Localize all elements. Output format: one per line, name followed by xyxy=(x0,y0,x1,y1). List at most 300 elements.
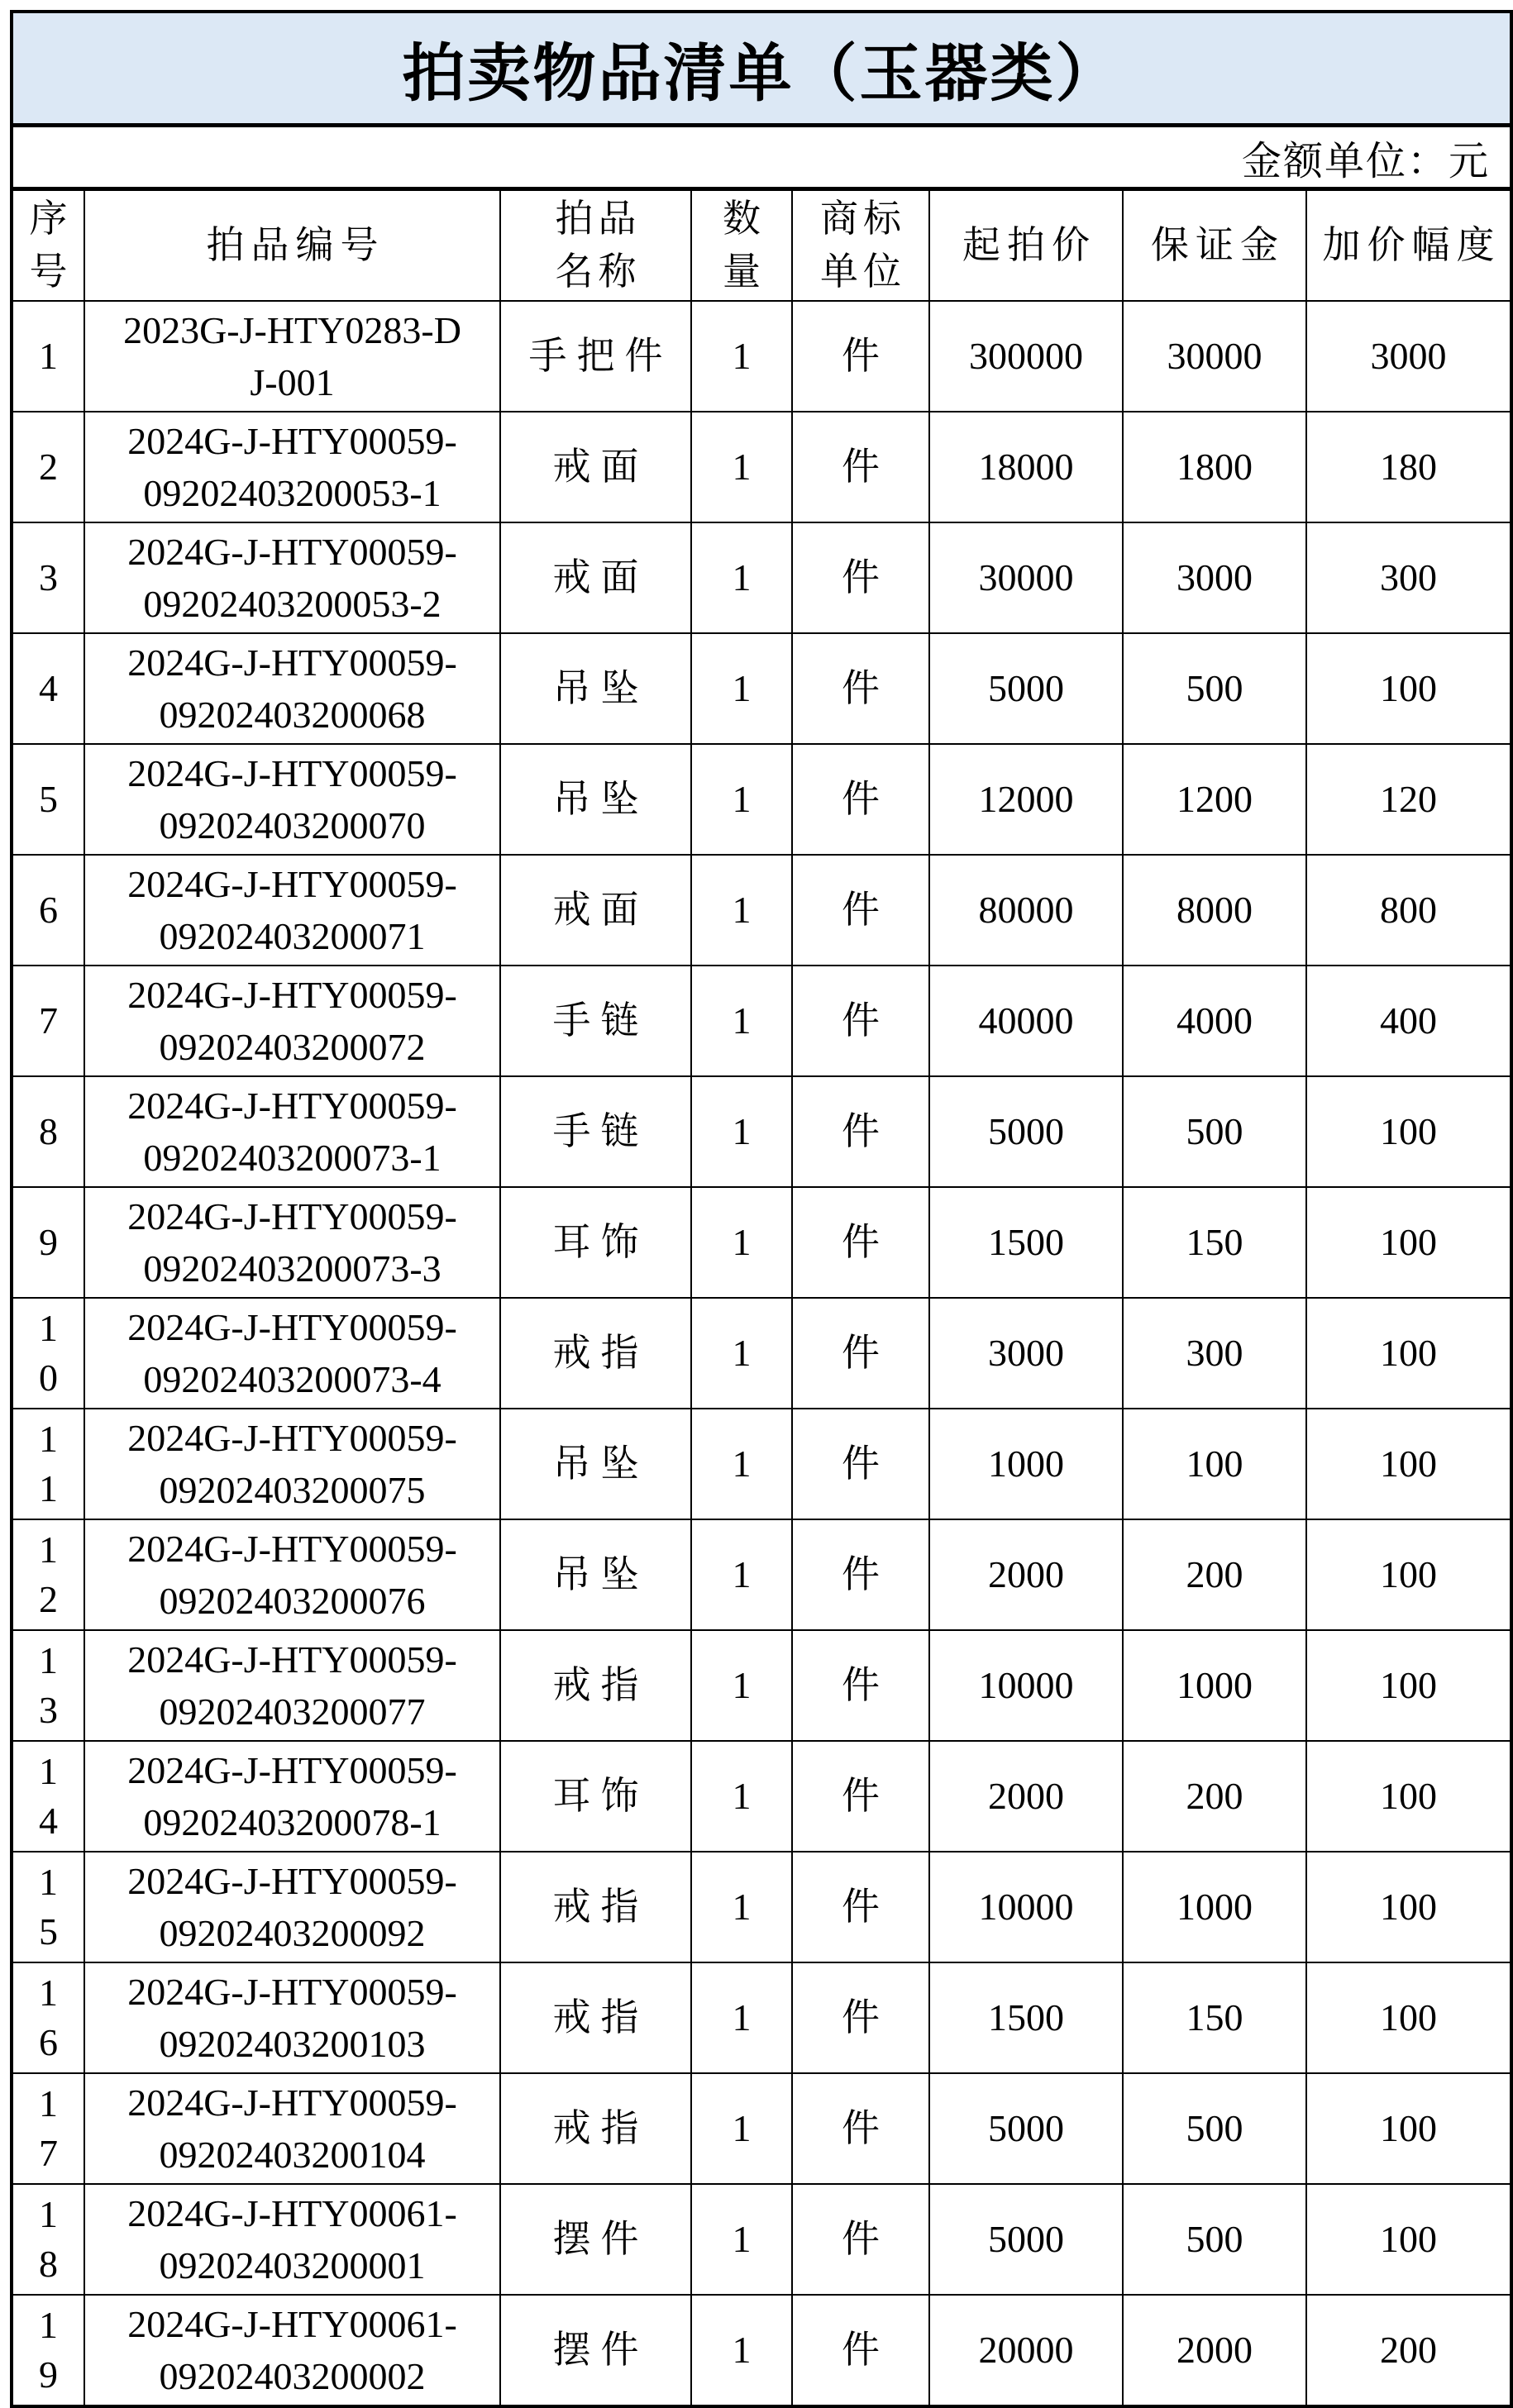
item-id-value: 2024G-J-HTY00059-09202403200092 xyxy=(127,1859,457,1954)
starting-price-value: 2000 xyxy=(988,1552,1064,1595)
quantity-value: 1 xyxy=(732,1220,752,1263)
cell-item-name xyxy=(500,1962,691,2073)
cell-seq xyxy=(12,744,84,855)
table-row xyxy=(12,633,1511,744)
deposit-value: 4000 xyxy=(1177,999,1253,1042)
table-row xyxy=(12,966,1511,1076)
table-row xyxy=(12,2073,1511,2184)
cell-starting-price xyxy=(929,412,1123,522)
unit-value: 件 xyxy=(842,2328,880,2371)
deposit-value: 500 xyxy=(1186,666,1243,709)
item-id-value: 2024G-J-HTY00059-09202403200068 xyxy=(127,641,457,736)
cell-deposit xyxy=(1123,2295,1306,2406)
cell-bid-increment xyxy=(1306,966,1511,1076)
table-row xyxy=(12,744,1511,855)
unit-value: 件 xyxy=(842,2106,880,2149)
cell-bid-increment xyxy=(1306,2295,1511,2406)
starting-price-value: 1000 xyxy=(988,1442,1064,1485)
cell-quantity xyxy=(691,2073,792,2184)
item-name-value: 吊坠 xyxy=(552,1442,649,1485)
unit-value: 件 xyxy=(842,1552,880,1595)
cell-quantity xyxy=(691,1741,792,1852)
seq-value: 10 xyxy=(39,1307,58,1399)
seq-value: 18 xyxy=(39,2193,58,2285)
cell-item-name xyxy=(500,412,691,522)
bid-increment-value: 100 xyxy=(1380,2106,1437,2149)
seq-value: 8 xyxy=(39,1110,58,1153)
quantity-value: 1 xyxy=(732,1331,752,1374)
cell-bid-increment xyxy=(1306,2073,1511,2184)
cell-deposit xyxy=(1123,1519,1306,1630)
item-id-value: 2024G-J-HTY00059-09202403200073-1 xyxy=(127,1084,457,1179)
cell-starting-price xyxy=(929,633,1123,744)
seq-value: 5 xyxy=(39,778,58,821)
deposit-value: 1000 xyxy=(1177,1663,1253,1706)
cell-item-name xyxy=(500,1187,691,1298)
cell-unit xyxy=(792,2184,929,2295)
cell-seq xyxy=(12,1409,84,1519)
bid-increment-value: 100 xyxy=(1380,1331,1437,1374)
unit-value: 件 xyxy=(842,1109,880,1152)
deposit-value: 150 xyxy=(1186,1220,1243,1263)
cell-item-name xyxy=(500,301,691,412)
cell-item-id xyxy=(84,1519,500,1630)
deposit-value: 8000 xyxy=(1177,888,1253,931)
cell-item-name xyxy=(500,744,691,855)
item-id-value: 2024G-J-HTY00059-09202403200075 xyxy=(127,1416,457,1511)
cell-starting-price xyxy=(929,1409,1123,1519)
cell-deposit xyxy=(1123,412,1306,522)
cell-bid-increment xyxy=(1306,1409,1511,1519)
cell-item-name xyxy=(500,1076,691,1187)
cell-starting-price xyxy=(929,2184,1123,2295)
cell-starting-price xyxy=(929,2295,1123,2406)
cell-unit xyxy=(792,1076,929,1187)
unit-value: 件 xyxy=(842,334,880,377)
quantity-value: 1 xyxy=(732,999,752,1042)
cell-item-id xyxy=(84,1409,500,1519)
cell-seq xyxy=(12,1298,84,1409)
cell-starting-price xyxy=(929,1519,1123,1630)
seq-value: 2 xyxy=(39,446,58,489)
seq-value: 3 xyxy=(39,556,58,599)
col-header-label: 拍品编号 xyxy=(206,223,385,266)
cell-item-id xyxy=(84,1187,500,1298)
cell-starting-price xyxy=(929,1852,1123,1962)
cell-quantity xyxy=(691,412,792,522)
col-header-trademark-unit xyxy=(792,189,929,302)
deposit-value: 30000 xyxy=(1167,334,1262,377)
cell-item-id xyxy=(84,412,500,522)
starting-price-value: 40000 xyxy=(978,999,1074,1042)
quantity-value: 1 xyxy=(732,1885,752,1928)
cell-item-name xyxy=(500,966,691,1076)
col-header-label: 商标单位 xyxy=(820,197,906,293)
cell-quantity xyxy=(691,633,792,744)
quantity-value: 1 xyxy=(732,1996,752,2038)
deposit-value: 150 xyxy=(1186,1996,1243,2038)
bid-increment-value: 100 xyxy=(1380,1442,1437,1485)
item-id-value: 2024G-J-HTY00059-09202403200073-4 xyxy=(127,1305,457,1400)
cell-starting-price xyxy=(929,2073,1123,2184)
col-header-item-id xyxy=(84,189,500,302)
cell-quantity xyxy=(691,1187,792,1298)
cell-item-id xyxy=(84,522,500,633)
table-row xyxy=(12,1741,1511,1852)
cell-deposit xyxy=(1123,1852,1306,1962)
unit-value: 件 xyxy=(842,1442,880,1485)
item-id-value: 2024G-J-HTY00059-09202403200072 xyxy=(127,973,457,1068)
cell-item-name xyxy=(500,2295,691,2406)
quantity-value: 1 xyxy=(732,777,752,820)
starting-price-value: 5000 xyxy=(988,1109,1064,1152)
bid-increment-value: 400 xyxy=(1380,999,1437,1042)
header-row xyxy=(12,189,1511,302)
bid-increment-value: 100 xyxy=(1380,1996,1437,2038)
seq-value: 9 xyxy=(39,1221,58,1264)
cell-starting-price xyxy=(929,1962,1123,2073)
col-header-deposit xyxy=(1123,189,1306,302)
cell-deposit xyxy=(1123,1741,1306,1852)
cell-bid-increment xyxy=(1306,522,1511,633)
cell-bid-increment xyxy=(1306,744,1511,855)
table-row xyxy=(12,2295,1511,2406)
cell-item-name xyxy=(500,1409,691,1519)
cell-seq xyxy=(12,2073,84,2184)
starting-price-value: 20000 xyxy=(978,2328,1074,2371)
cell-item-id xyxy=(84,1298,500,1409)
table-body xyxy=(12,301,1511,2406)
cell-item-name xyxy=(500,1298,691,1409)
cell-bid-increment xyxy=(1306,412,1511,522)
seq-value: 13 xyxy=(39,1639,58,1731)
table-row xyxy=(12,2184,1511,2295)
cell-deposit xyxy=(1123,301,1306,412)
quantity-value: 1 xyxy=(732,445,752,488)
deposit-value: 500 xyxy=(1186,2106,1243,2149)
item-name-value: 吊坠 xyxy=(552,666,649,709)
table-row xyxy=(12,1298,1511,1409)
seq-value: 6 xyxy=(39,889,58,932)
cell-seq xyxy=(12,412,84,522)
cell-item-name xyxy=(500,2184,691,2295)
starting-price-value: 10000 xyxy=(978,1663,1074,1706)
col-header-label: 拍品名称 xyxy=(555,197,642,293)
cell-bid-increment xyxy=(1306,1852,1511,1962)
col-header-label: 序号 xyxy=(29,197,68,293)
unit-value: 件 xyxy=(842,1220,880,1263)
item-name-value: 手把件 xyxy=(528,334,673,377)
cell-item-id xyxy=(84,2073,500,2184)
unit-value: 件 xyxy=(842,999,880,1042)
cell-item-name xyxy=(500,1630,691,1741)
unit-value: 件 xyxy=(842,666,880,709)
table-row xyxy=(12,1630,1511,1741)
quantity-value: 1 xyxy=(732,1442,752,1485)
cell-unit xyxy=(792,522,929,633)
seq-value: 15 xyxy=(39,1861,58,1953)
cell-item-name xyxy=(500,1741,691,1852)
cell-item-id xyxy=(84,2184,500,2295)
unit-value: 件 xyxy=(842,888,880,931)
cell-quantity xyxy=(691,1076,792,1187)
item-id-value: 2024G-J-HTY00059-09202403200104 xyxy=(127,2081,457,2176)
item-id-value: 2023G-J-HTY0283-DJ-001 xyxy=(123,308,461,403)
cell-item-id xyxy=(84,855,500,966)
cell-quantity xyxy=(691,1852,792,1962)
starting-price-value: 5000 xyxy=(988,2217,1064,2260)
item-id-value: 2024G-J-HTY00061-09202403200001 xyxy=(127,2191,457,2286)
seq-value: 16 xyxy=(39,1972,58,2063)
cell-quantity xyxy=(691,522,792,633)
cell-starting-price xyxy=(929,1630,1123,1741)
seq-value: 14 xyxy=(39,1750,58,1842)
cell-item-id xyxy=(84,1630,500,1741)
col-header-seq xyxy=(12,189,84,302)
bid-increment-value: 200 xyxy=(1380,2328,1437,2371)
starting-price-value: 18000 xyxy=(978,445,1074,488)
starting-price-value: 3000 xyxy=(988,1331,1064,1374)
item-id-value: 2024G-J-HTY00059-09202403200071 xyxy=(127,862,457,957)
item-id-value: 2024G-J-HTY00059-09202403200073-3 xyxy=(127,1194,457,1290)
cell-deposit xyxy=(1123,744,1306,855)
cell-unit xyxy=(792,1187,929,1298)
cell-item-id xyxy=(84,301,500,412)
table-row xyxy=(12,1852,1511,1962)
cell-item-name xyxy=(500,633,691,744)
bid-increment-value: 100 xyxy=(1380,666,1437,709)
unit-value: 件 xyxy=(842,556,880,598)
seq-value: 19 xyxy=(39,2304,58,2396)
item-name-value: 戒面 xyxy=(552,445,649,488)
item-name-value: 手链 xyxy=(552,999,649,1042)
cell-unit xyxy=(792,1298,929,1409)
cell-quantity xyxy=(691,1409,792,1519)
col-header-label: 保证金 xyxy=(1151,223,1285,266)
deposit-value: 200 xyxy=(1186,1774,1243,1817)
cell-quantity xyxy=(691,1962,792,2073)
cell-bid-increment xyxy=(1306,2184,1511,2295)
page-title: 拍卖物品清单（玉器类） xyxy=(12,12,1511,126)
table-row xyxy=(12,1409,1511,1519)
starting-price-value: 12000 xyxy=(978,777,1074,820)
cell-item-name xyxy=(500,2073,691,2184)
col-header-label: 起拍价 xyxy=(962,223,1096,266)
cell-seq xyxy=(12,522,84,633)
item-id-value: 2024G-J-HTY00059-09202403200053-1 xyxy=(127,419,457,514)
cell-seq xyxy=(12,1076,84,1187)
cell-unit xyxy=(792,301,929,412)
unit-value: 件 xyxy=(842,1996,880,2038)
item-name-value: 吊坠 xyxy=(552,1552,649,1595)
cell-item-name xyxy=(500,855,691,966)
col-header-item-name xyxy=(500,189,691,302)
cell-seq xyxy=(12,1187,84,1298)
table-row xyxy=(12,412,1511,522)
table-row xyxy=(12,1962,1511,2073)
cell-quantity xyxy=(691,1630,792,1741)
unit-value: 件 xyxy=(842,1885,880,1928)
col-header-starting-price xyxy=(929,189,1123,302)
cell-unit xyxy=(792,633,929,744)
unit-value: 件 xyxy=(842,1663,880,1706)
bid-increment-value: 100 xyxy=(1380,1220,1437,1263)
cell-unit xyxy=(792,2073,929,2184)
deposit-value: 100 xyxy=(1186,1442,1243,1485)
cell-deposit xyxy=(1123,1076,1306,1187)
deposit-value: 2000 xyxy=(1177,2328,1253,2371)
cell-deposit xyxy=(1123,1187,1306,1298)
quantity-value: 1 xyxy=(732,1774,752,1817)
unit-note-row xyxy=(12,126,1511,189)
table-row xyxy=(12,301,1511,412)
table-row xyxy=(12,855,1511,966)
item-name-value: 戒指 xyxy=(552,2106,649,2149)
deposit-value: 3000 xyxy=(1177,556,1253,598)
table-row xyxy=(12,522,1511,633)
cell-unit xyxy=(792,1962,929,2073)
bid-increment-value: 3000 xyxy=(1370,334,1447,377)
amount-unit-note: 金额单位：元 xyxy=(12,126,1511,189)
quantity-value: 1 xyxy=(732,2217,752,2260)
item-name-value: 手链 xyxy=(552,1109,649,1152)
cell-quantity xyxy=(691,2295,792,2406)
cell-deposit xyxy=(1123,855,1306,966)
cell-deposit xyxy=(1123,522,1306,633)
cell-quantity xyxy=(691,966,792,1076)
deposit-value: 300 xyxy=(1186,1331,1243,1374)
bid-increment-value: 120 xyxy=(1380,777,1437,820)
bid-increment-value: 100 xyxy=(1380,1109,1437,1152)
starting-price-value: 300000 xyxy=(969,334,1083,377)
unit-value: 件 xyxy=(842,1331,880,1374)
cell-seq xyxy=(12,1519,84,1630)
starting-price-value: 30000 xyxy=(978,556,1074,598)
cell-item-id xyxy=(84,1076,500,1187)
cell-quantity xyxy=(691,301,792,412)
item-id-value: 2024G-J-HTY00059-09202403200103 xyxy=(127,1970,457,2065)
cell-seq xyxy=(12,1852,84,1962)
cell-starting-price xyxy=(929,966,1123,1076)
item-name-value: 耳饰 xyxy=(552,1220,649,1263)
cell-deposit xyxy=(1123,1298,1306,1409)
cell-deposit xyxy=(1123,2184,1306,2295)
bid-increment-value: 100 xyxy=(1380,1774,1437,1817)
seq-value: 7 xyxy=(39,999,58,1042)
cell-bid-increment xyxy=(1306,855,1511,966)
bid-increment-value: 100 xyxy=(1380,1885,1437,1928)
cell-unit xyxy=(792,1741,929,1852)
col-header-bid-increment xyxy=(1306,189,1511,302)
cell-item-id xyxy=(84,1741,500,1852)
seq-value: 12 xyxy=(39,1528,58,1620)
cell-quantity xyxy=(691,744,792,855)
cell-item-id xyxy=(84,744,500,855)
seq-value: 4 xyxy=(39,667,58,710)
quantity-value: 1 xyxy=(732,888,752,931)
cell-item-name xyxy=(500,1852,691,1962)
item-id-value: 2024G-J-HTY00059-09202403200053-2 xyxy=(127,530,457,625)
col-header-label: 加价幅度 xyxy=(1322,223,1501,266)
cell-seq xyxy=(12,301,84,412)
auction-items-table xyxy=(10,10,1513,2408)
deposit-value: 500 xyxy=(1186,1109,1243,1152)
cell-starting-price xyxy=(929,1298,1123,1409)
item-name-value: 戒面 xyxy=(552,888,649,931)
cell-bid-increment xyxy=(1306,1187,1511,1298)
item-id-value: 2024G-J-HTY00061-09202403200002 xyxy=(127,2302,457,2397)
unit-value: 件 xyxy=(842,777,880,820)
cell-bid-increment xyxy=(1306,1962,1511,2073)
deposit-value: 500 xyxy=(1186,2217,1243,2260)
cell-deposit xyxy=(1123,1409,1306,1519)
cell-unit xyxy=(792,412,929,522)
item-id-value: 2024G-J-HTY00059-09202403200077 xyxy=(127,1638,457,1733)
col-header-quantity xyxy=(691,189,792,302)
cell-quantity xyxy=(691,1519,792,1630)
cell-quantity xyxy=(691,2184,792,2295)
table-row xyxy=(12,1076,1511,1187)
item-name-value: 戒指 xyxy=(552,1996,649,2038)
cell-item-name xyxy=(500,522,691,633)
starting-price-value: 1500 xyxy=(988,1220,1064,1263)
cell-deposit xyxy=(1123,966,1306,1076)
cell-deposit xyxy=(1123,633,1306,744)
starting-price-value: 2000 xyxy=(988,1774,1064,1817)
cell-seq xyxy=(12,1630,84,1741)
cell-starting-price xyxy=(929,1187,1123,1298)
cell-item-name xyxy=(500,1519,691,1630)
cell-item-id xyxy=(84,1852,500,1962)
starting-price-value: 5000 xyxy=(988,2106,1064,2149)
cell-seq xyxy=(12,966,84,1076)
cell-item-id xyxy=(84,2295,500,2406)
cell-unit xyxy=(792,2295,929,2406)
cell-item-id xyxy=(84,966,500,1076)
starting-price-value: 1500 xyxy=(988,1996,1064,2038)
cell-bid-increment xyxy=(1306,1519,1511,1630)
item-name-value: 耳饰 xyxy=(552,1774,649,1817)
cell-deposit xyxy=(1123,1630,1306,1741)
cell-bid-increment xyxy=(1306,633,1511,744)
title-row xyxy=(12,12,1511,126)
bid-increment-value: 300 xyxy=(1380,556,1437,598)
unit-value: 件 xyxy=(842,2217,880,2260)
cell-starting-price xyxy=(929,744,1123,855)
cell-bid-increment xyxy=(1306,1076,1511,1187)
bid-increment-value: 100 xyxy=(1380,1663,1437,1706)
deposit-value: 200 xyxy=(1186,1552,1243,1595)
quantity-value: 1 xyxy=(732,334,752,377)
item-name-value: 戒指 xyxy=(552,1885,649,1928)
cell-unit xyxy=(792,1852,929,1962)
table-row xyxy=(12,1519,1511,1630)
cell-bid-increment xyxy=(1306,1298,1511,1409)
item-name-value: 吊坠 xyxy=(552,777,649,820)
cell-starting-price xyxy=(929,1076,1123,1187)
item-name-value: 戒指 xyxy=(552,1331,649,1374)
cell-unit xyxy=(792,966,929,1076)
item-id-value: 2024G-J-HTY00059-09202403200078-1 xyxy=(127,1748,457,1843)
cell-item-id xyxy=(84,1962,500,2073)
seq-value: 1 xyxy=(39,335,58,378)
cell-unit xyxy=(792,855,929,966)
quantity-value: 1 xyxy=(732,1552,752,1595)
unit-value: 件 xyxy=(842,445,880,488)
item-name-value: 摆件 xyxy=(552,2217,649,2260)
cell-seq xyxy=(12,2184,84,2295)
seq-value: 17 xyxy=(39,2082,58,2174)
